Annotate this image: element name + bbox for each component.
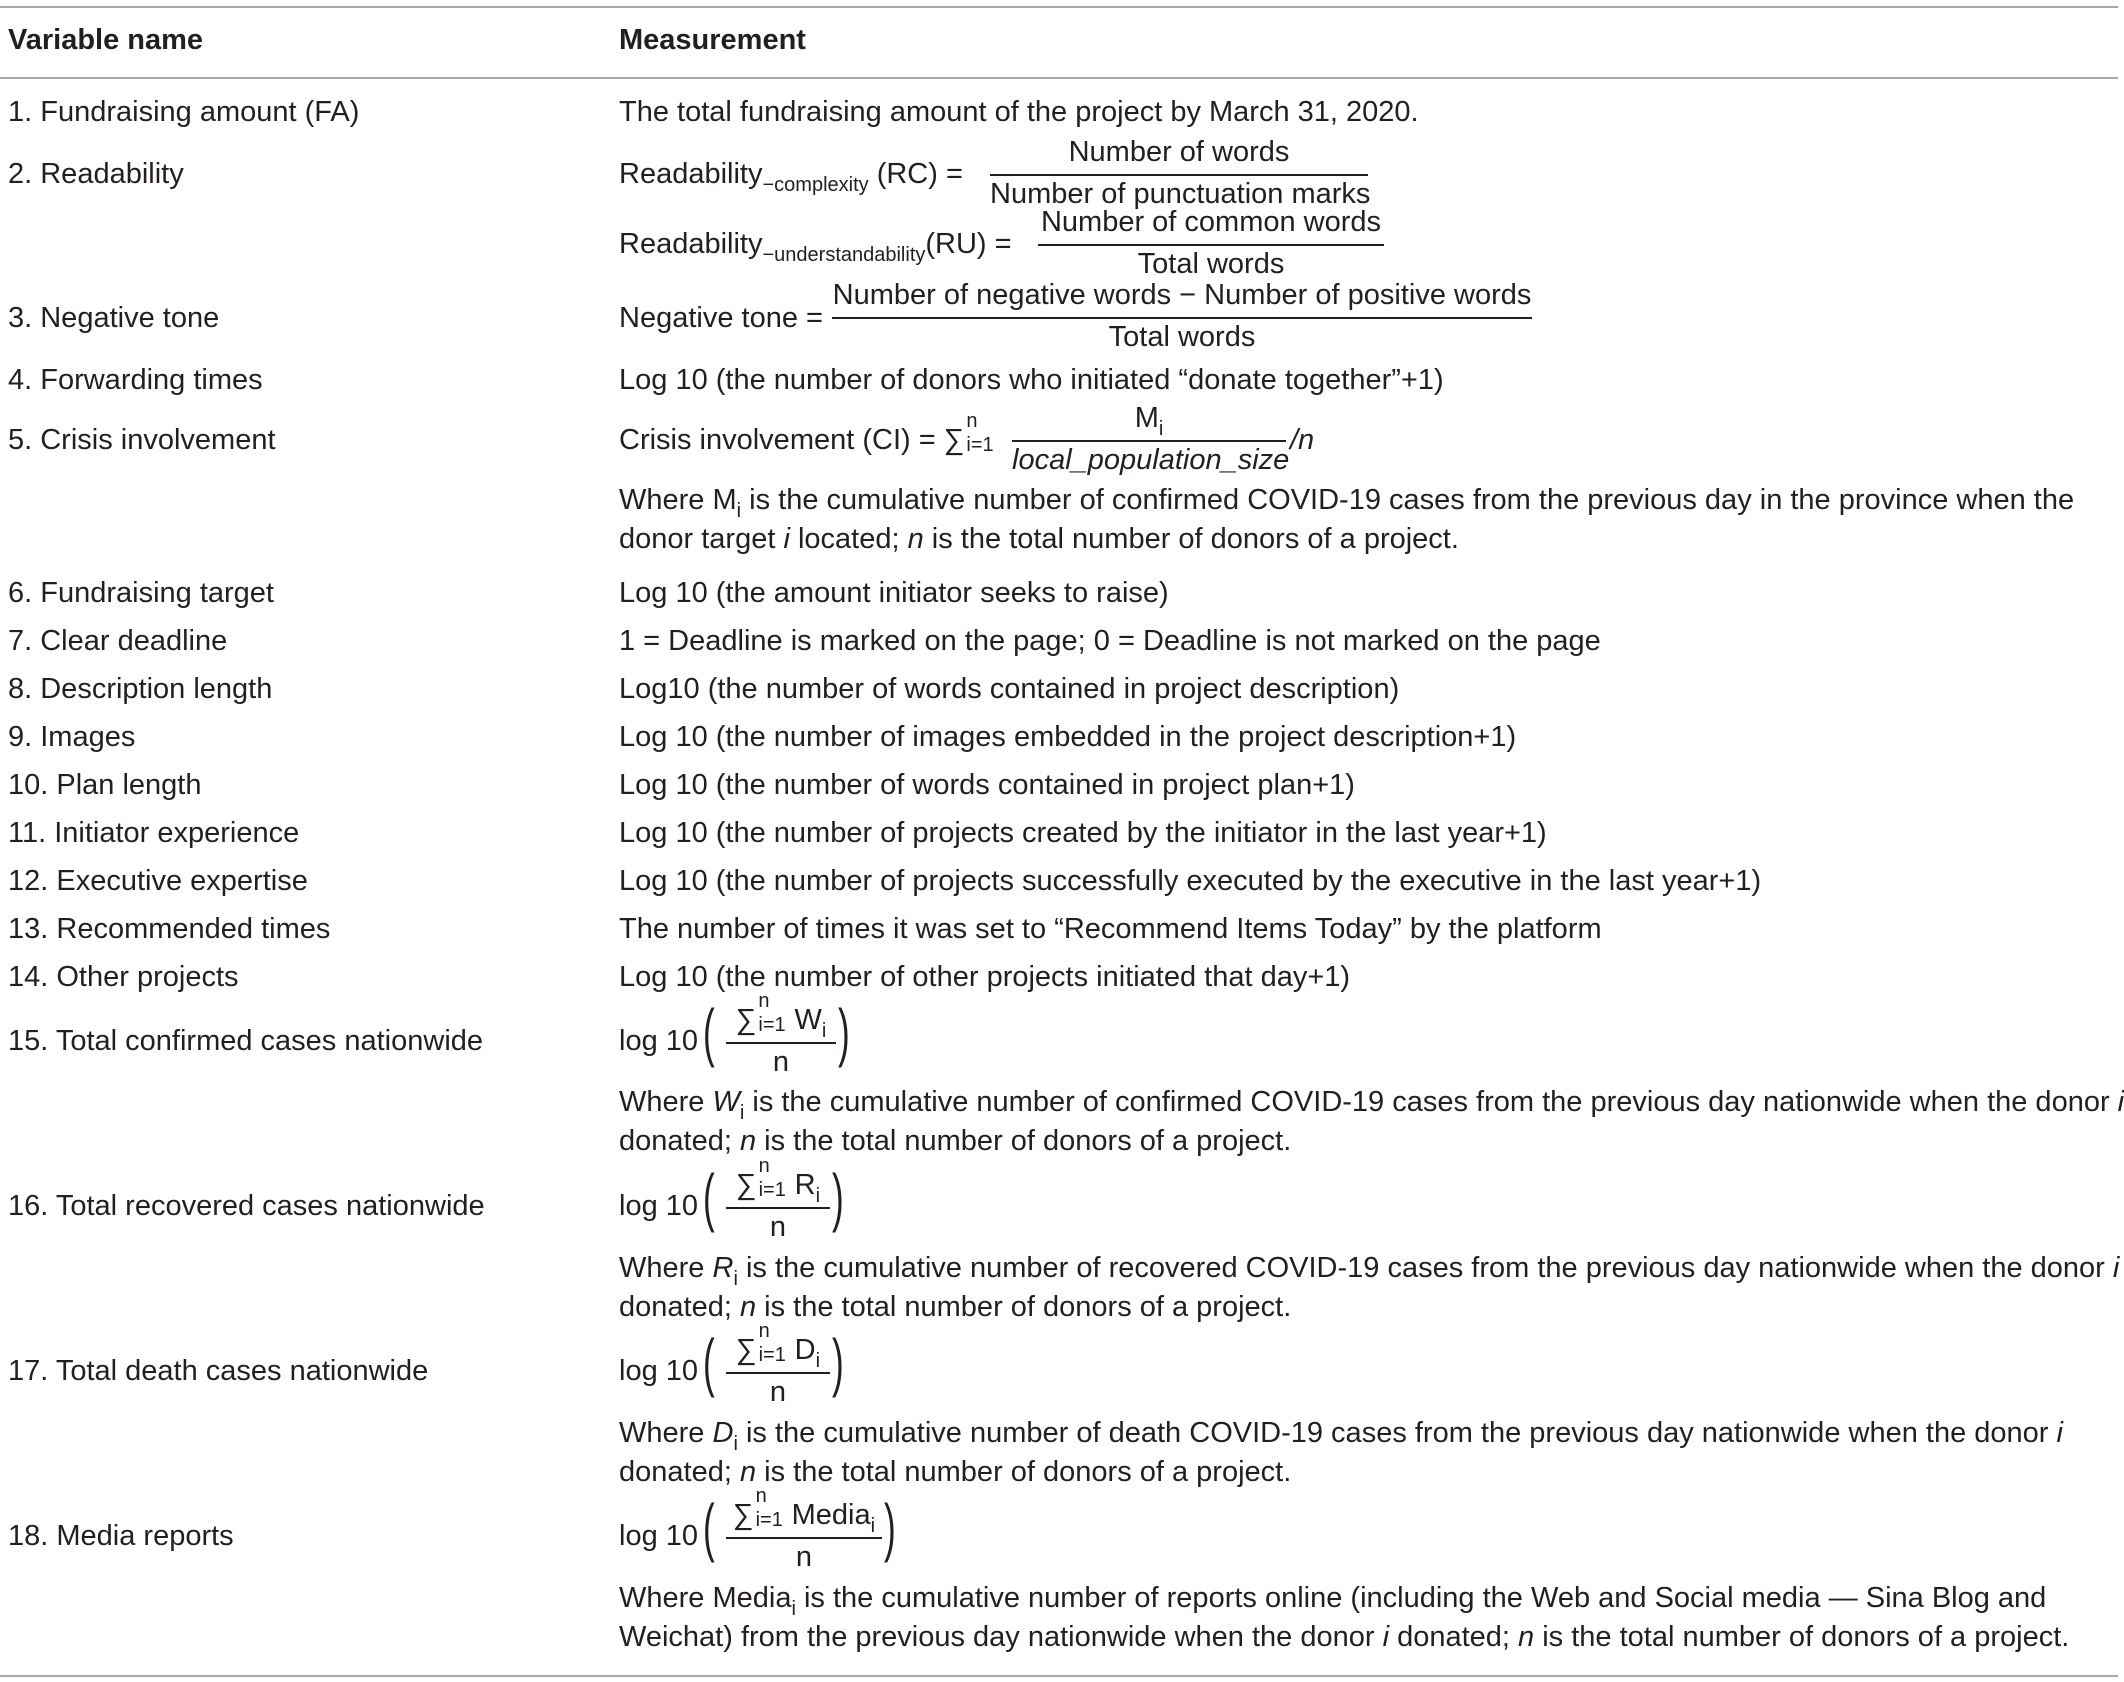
note-line2: donated; n is the total number of donors of a project. [619, 1456, 1292, 1488]
readability-ru-fraction: Number of common words Total words [1038, 206, 1384, 282]
measurement-text: The number of times it was set to “Recommend Items Today” by the platform [619, 913, 1602, 945]
log-formula-lhs: log 10 [619, 1520, 699, 1552]
note-line1: Where $W_i$ is the cumulative number of confirmed COVID-19 cases from the previous day nationwide when the donor i [619, 1086, 2124, 1124]
note-line1: Where $D_i$ is the cumulative number of death COVID-19 cases from the previous day nationwide when the donor i [619, 1417, 2063, 1455]
right-paren: ) [832, 1161, 844, 1233]
crisis-involvement-lhs: Crisis involvement (CI) = ∑ n i=1 [619, 410, 994, 457]
variable-name: 1. Fundraising amount (FA) [8, 96, 360, 128]
left-paren: ( [703, 1326, 715, 1398]
table-top-rule [0, 6, 2118, 8]
variable-name: 10. Plan length [8, 769, 202, 801]
readability-rc-fraction: Number of words Number of punctuation marks [990, 136, 1371, 210]
header-measurement: Measurement [619, 24, 806, 56]
note-line1: Where Media$_i$ is the cumulative number of reports online (including the Web and Social media — Sina Blog and [619, 1582, 2047, 1620]
crisis-involvement-fraction: $M_i$ local_population_size [1012, 402, 1290, 476]
left-paren: ( [703, 996, 715, 1068]
measurement-text: 1 = Deadline is marked on the page; 0 = Deadline is not marked on the page [619, 625, 1601, 657]
variable-name: 7. Clear deadline [8, 625, 228, 657]
log-formula-fraction: ∑ n i=1 $W_i$ n [726, 1004, 836, 1080]
variable-name: 17. Total death cases nationwide [8, 1355, 429, 1387]
variable-name: 13. Recommended times [8, 913, 331, 945]
variable-name: 18. Media reports [8, 1520, 234, 1552]
variable-name: 16. Total recovered cases nationwide [8, 1190, 485, 1222]
variable-name: 14. Other projects [8, 961, 239, 993]
note-line2: Weichat) from the previous day nationwide when the donor i donated; n is the total number of donors of a project. [619, 1621, 2070, 1653]
measurement-text: Log 10 (the number of projects created by the initiator in the last year+1) [619, 817, 1547, 849]
log-formula-fraction: ∑ n i=1 $D_i$ n [726, 1334, 830, 1410]
log-formula-fraction: ∑ n i=1 $R_i$ n [726, 1169, 830, 1245]
negative-tone-lhs: Negative tone = [619, 302, 823, 334]
measurement-text: Log 10 (the number of donors who initiated “donate together”+1) [619, 364, 1444, 396]
variable-name: 4. Forwarding times [8, 364, 263, 396]
variable-name: 11. Initiator experience [8, 817, 300, 849]
variable-name: 9. Images [8, 721, 136, 753]
crisis-involvement-tail: /n [1290, 424, 1315, 456]
left-paren: ( [703, 1491, 715, 1563]
note-line2: donated; n is the total number of donors of a project. [619, 1291, 1292, 1323]
left-paren: ( [703, 1161, 715, 1233]
header-rule [0, 77, 2118, 79]
readability-rc-lhs: Readability$_{-complexity}$ (RC) = [619, 158, 963, 196]
right-paren: ) [884, 1491, 896, 1563]
measurement-text: Log 10 (the number of words contained in project plan+1) [619, 769, 1355, 801]
measurement-text: Log 10 (the number of other projects initiated that day+1) [619, 961, 1351, 993]
variable-name: 15. Total confirmed cases nationwide [8, 1025, 484, 1057]
measurement-text: Log10 (the number of words contained in project description) [619, 673, 1400, 705]
variable-name: 6. Fundraising target [8, 577, 274, 609]
note-line2: donated; n is the total number of donors of a project. [619, 1125, 1292, 1157]
note-line1: Where $R_i$ is the cumulative number of recovered COVID-19 cases from the previous day nationwide when the donor i [619, 1252, 2120, 1290]
right-paren: ) [832, 1326, 844, 1398]
variable-name: 5. Crisis involvement [8, 424, 276, 456]
variable-name: 2. Readability [8, 158, 184, 190]
measurement-text: Log 10 (the number of images embedded in the project description+1) [619, 721, 1517, 753]
measurement-text: Log 10 (the number of projects successfully executed by the executive in the last year+1) [619, 865, 1762, 897]
log-formula-lhs: log 10 [619, 1025, 699, 1057]
readability-ru-lhs: Readability$_{-understandability}$(RU) = [619, 228, 1012, 266]
log-formula-lhs: log 10 [619, 1355, 699, 1387]
header-variable-name: Variable name [8, 24, 204, 56]
table-bottom-rule [0, 1675, 2118, 1677]
variable-name: 12. Executive expertise [8, 865, 308, 897]
log-formula-lhs: log 10 [619, 1190, 699, 1222]
crisis-involvement-note-line1: Where $M_i$ is the cumulative number of confirmed COVID-19 cases from the previous day in the province when the [619, 484, 2075, 522]
negative-tone-fraction: Number of negative words − Number of positive words Total words [832, 279, 1532, 353]
right-paren: ) [838, 996, 850, 1068]
log-formula-fraction: ∑ n i=1 Media$_i$ n [726, 1499, 882, 1575]
measurement-text: Log 10 (the amount initiator seeks to raise) [619, 577, 1169, 609]
measurement-text: The total fundraising amount of the project by March 31, 2020. [619, 96, 1419, 128]
variable-name: 3. Negative tone [8, 302, 220, 334]
crisis-involvement-note-line2: donor target i located; n is the total number of donors of a project. [619, 523, 1459, 555]
variable-name: 8. Description length [8, 673, 273, 705]
